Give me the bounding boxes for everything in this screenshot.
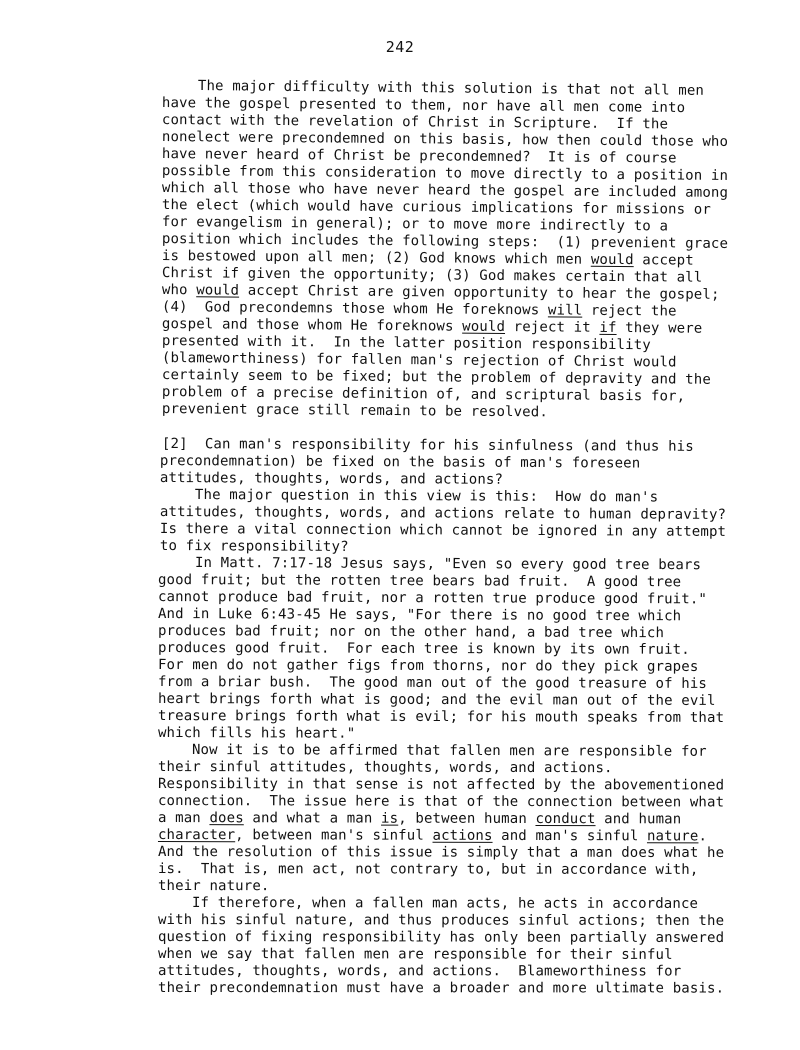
- text-segment: which fills his heart.": [157, 725, 356, 742]
- text-line: [158, 606, 681, 624]
- text-segment: .: [698, 828, 708, 845]
- text-segment: have never heard of Christ be precondemned? It is of course: [161, 146, 677, 167]
- text-segment: when we say that fallen men are responsible for their sinful: [157, 946, 673, 963]
- text-segment: a man: [157, 810, 210, 827]
- text-segment: prevenient grace still remain to be resolved.: [161, 401, 549, 421]
- text-line: [158, 827, 707, 844]
- text-segment: who: [161, 282, 197, 299]
- text-line: [158, 810, 681, 827]
- text-line: [162, 401, 548, 420]
- text-segment: produces bad fruit; nor on the other hand, a bad tree which: [157, 623, 665, 642]
- underlined-word: does: [209, 810, 244, 827]
- text-line: [158, 691, 716, 709]
- text-segment: the elect (which would have curious implications for missions or: [161, 197, 712, 218]
- text-line: [158, 725, 355, 742]
- text-segment: their sinful attitudes, thoughts, words, and actions.: [157, 759, 613, 777]
- text-segment: Responsibility in that sense is not affected by the abovementioned: [157, 776, 725, 794]
- text-segment: their nature.: [157, 878, 270, 895]
- text-line: [158, 861, 698, 878]
- text-line: [160, 453, 640, 472]
- text-segment: produces good fruit. For each tree is known by its own fruit.: [157, 640, 690, 658]
- text-line: [192, 895, 698, 912]
- text-segment: connection. The issue here is that of the connection between what: [157, 793, 725, 811]
- underlined-word: actions: [432, 827, 493, 844]
- text-segment: position which includes the following steps: (1) prevenient grace: [161, 231, 729, 252]
- underlined-word: would: [196, 282, 240, 299]
- text-line: [158, 844, 724, 861]
- text-segment: For men do not gather figs from thorns, nor do they pick grapes: [157, 657, 699, 675]
- text-line: [158, 929, 724, 946]
- text-segment: accept: [633, 252, 694, 269]
- text-segment: , between human: [398, 810, 536, 827]
- text-segment: attitudes, thoughts, words, and actions relate to human depravity?: [159, 504, 727, 523]
- underlined-word: will: [547, 302, 583, 319]
- text-line: [158, 640, 690, 658]
- text-segment: with his sinful nature, and thus produces sinful actions; then the: [157, 912, 725, 929]
- text-segment: possible from this consideration to move directly to a position in: [161, 163, 729, 184]
- text-line: [158, 793, 724, 810]
- text-line: [160, 504, 726, 523]
- underlined-word: is: [381, 810, 399, 827]
- text-line: [195, 487, 658, 505]
- text-line: [158, 572, 681, 590]
- text-segment: precondemnation) be fixed on the basis of man's foreseen: [159, 453, 641, 472]
- text-line: [160, 470, 503, 488]
- text-line: [158, 980, 724, 996]
- text-line: [158, 708, 724, 726]
- text-line: [158, 912, 724, 929]
- text-segment: their precondemnation must have a broader and more ultimate basis.: [157, 980, 725, 997]
- underlined-word: character: [157, 827, 236, 844]
- text-segment: (4) God precondemns those whom He foreknows: [161, 299, 549, 319]
- text-segment: In Matt. 7:17-18 Jesus says, "Even so every good tree bears: [194, 555, 702, 574]
- text-segment: And the resolution of this issue is simply that a man does what he: [157, 844, 725, 861]
- text-segment: attitudes, thoughts, words, and actions. Blameworthiness for: [157, 963, 682, 980]
- text-line: [158, 878, 270, 894]
- text-segment: from a briar bush. The good man out of the good treasure of his: [157, 674, 708, 692]
- text-segment: Christ if given the opportunity; (3) God makes certain that all: [161, 265, 703, 286]
- text-segment: is bestowed upon all men; (2) God knows which men: [161, 248, 591, 268]
- text-line: [158, 963, 681, 979]
- text-segment: gospel and those whom He foreknows: [161, 316, 463, 335]
- underlined-word: would: [590, 251, 634, 269]
- text-segment: is. That is, men act, not contrary to, but in accordance with,: [157, 861, 699, 878]
- text-segment: reject it: [505, 318, 600, 336]
- text-segment: and human: [595, 811, 682, 828]
- text-line: [158, 657, 699, 675]
- text-segment: If therefore, when a fallen man acts, he acts in accordance: [191, 895, 699, 912]
- page-number: 242: [385, 38, 415, 56]
- text-segment: accept Christ are given opportunity to hear the gospel;: [239, 282, 720, 303]
- text-line: [195, 555, 701, 573]
- text-segment: [2] Can man's responsibility for his sinfulness (and thus his: [161, 436, 694, 455]
- text-segment: good fruit; but the rotten tree bears bad fruit. A good tree: [157, 572, 682, 591]
- text-segment: attitudes, thoughts, words, and actions?: [159, 470, 504, 488]
- text-segment: The major difficulty with this solution is that not all men: [197, 78, 705, 99]
- text-segment: And in Luke 6:43-45 He says, "For there is no good tree which: [157, 606, 682, 625]
- text-segment: question of fixing responsibility has only been partially answered: [157, 929, 725, 946]
- text-segment: and what a man: [243, 810, 382, 827]
- text-line: [192, 742, 707, 760]
- text-segment: problem of a precise definition of, and scriptural basis for,: [161, 384, 686, 405]
- text-segment: to fix responsibility?: [159, 538, 349, 555]
- text-segment: presented with it. In the latter position responsibility: [161, 333, 651, 354]
- text-segment: and man's sinful: [492, 827, 648, 845]
- text-segment: which all those who have never heard the gospel are included among: [161, 180, 729, 201]
- text-line: [158, 623, 664, 641]
- text-segment: for evangelism in general); or to move more indirectly to a: [161, 214, 669, 235]
- text-segment: treasure brings forth what is evil; for his mouth speaks from that: [157, 708, 725, 726]
- text-segment: , between man's sinful: [235, 827, 433, 844]
- underlined-word: if: [599, 319, 617, 336]
- text-line: [158, 674, 707, 692]
- text-segment: The major question in this view is this: How do man's: [194, 487, 659, 506]
- text-segment: cannot produce bad fruit, nor a rotten true produce good fruit.": [157, 589, 708, 608]
- text-line: [158, 589, 707, 607]
- text-segment: certainly seem to be fixed; but the problem of depravity and the: [161, 367, 712, 388]
- text-segment: nonelect were precondemned on this basis, how then could those who: [161, 129, 729, 150]
- text-segment: contact with the revelation of Christ in Scripture. If the: [161, 112, 669, 133]
- text-line: [158, 776, 724, 793]
- text-line: [160, 521, 726, 540]
- underlined-word: nature: [646, 828, 699, 845]
- underlined-word: conduct: [535, 810, 596, 828]
- text-line: [162, 436, 694, 455]
- text-segment: Now it is to be affirmed that fallen men are responsible for: [191, 742, 707, 760]
- text-segment: (blameworthiness) for fallen man's rejection of Christ would: [161, 350, 677, 371]
- text-segment: reject the: [582, 302, 677, 320]
- text-line: [160, 538, 349, 555]
- text-line: [158, 759, 613, 776]
- text-segment: have the gospel presented to them, nor have all men come into: [161, 95, 686, 117]
- text-segment: Is there a vital connection which cannot be ignored in any attempt: [159, 521, 727, 540]
- text-segment: heart brings forth what is good; and the evil man out of the evil: [157, 691, 716, 709]
- text-segment: they were: [616, 319, 703, 337]
- text-line: [158, 946, 673, 963]
- underlined-word: would: [462, 318, 506, 335]
